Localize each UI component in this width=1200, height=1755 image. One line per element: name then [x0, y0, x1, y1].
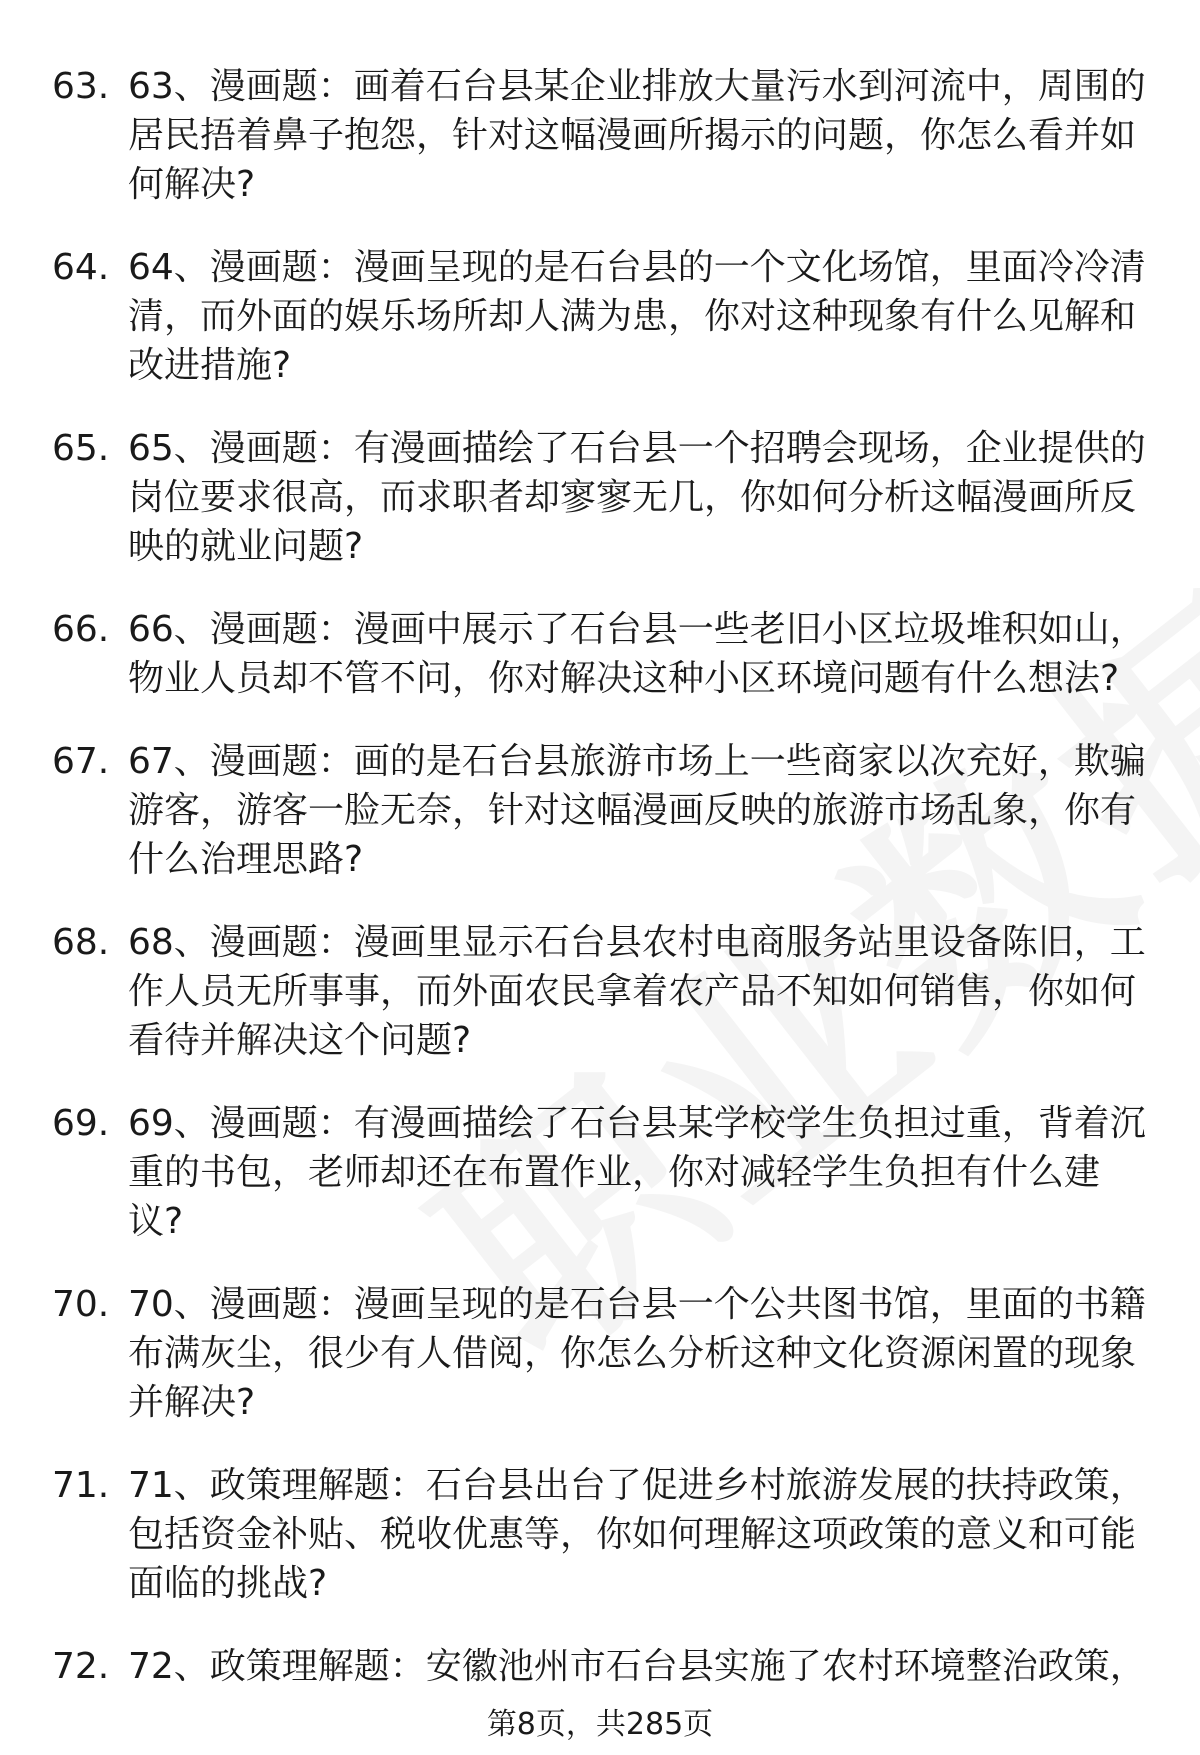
question-text: 70、漫画题：漫画呈现的是石台县一个公共图书馆，里面的书籍布满灰尘，很少有人借阅，你怎么分析这种文化资源闲置的现象并解决?: [128, 1284, 1146, 1423]
question-number: 71.: [52, 1465, 110, 1506]
question-number: 67.: [52, 741, 110, 782]
question-number: 65.: [52, 428, 110, 469]
question-item: [0, 1280, 1200, 1427]
page-footer: 第8页，共285页: [486, 1707, 714, 1742]
question-item: [0, 605, 1200, 703]
question-number: 63.: [52, 66, 110, 107]
question-item: [0, 737, 1200, 884]
question-number: 66.: [52, 609, 110, 650]
question-number: 72.: [52, 1646, 110, 1687]
question-text: 67、漫画题：画的是石台县旅游市场上一些商家以次充好，欺骗游客，游客一脸无奈，针对这幅漫画反映的旅游市场乱象，你有什么治理思路?: [128, 741, 1146, 880]
question-item: [0, 1461, 1200, 1608]
question-number: 64.: [52, 247, 110, 288]
question-item: [0, 1099, 1200, 1246]
question-text: 64、漫画题：漫画呈现的是石台县的一个文化场馆，里面冷冷清清，而外面的娱乐场所却人满为患，你对这种现象有什么见解和改进措施?: [128, 247, 1146, 386]
question-item: [0, 62, 1200, 209]
question-item: [0, 424, 1200, 571]
question-text: 69、漫画题：有漫画描绘了石台县某学校学生负担过重，背着沉重的书包，老师却还在布置作业，你对减轻学生负担有什么建议?: [128, 1103, 1146, 1242]
question-item: [0, 918, 1200, 1065]
question-number: 70.: [52, 1284, 110, 1325]
question-number: 68.: [52, 922, 110, 963]
question-list: [0, 62, 1200, 1725]
question-text: 66、漫画题：漫画中展示了石台县一些老旧小区垃圾堆积如山，物业人员却不管不问，你对解决这种小区环境问题有什么想法?: [128, 609, 1146, 699]
question-number: 69.: [52, 1103, 110, 1144]
question-text: 63、漫画题：画着石台县某企业排放大量污水到河流中，周围的居民捂着鼻子抱怨，针对这幅漫画所揭示的问题，你怎么看并如何解决?: [128, 66, 1146, 205]
question-item: [0, 1642, 1200, 1691]
question-text: 71、政策理解题：石台县出台了促进乡村旅游发展的扶持政策，包括资金补贴、税收优惠等，你如何理解这项政策的意义和可能面临的挑战?: [128, 1465, 1146, 1604]
question-text: 65、漫画题：有漫画描绘了石台县一个招聘会现场，企业提供的岗位要求很高，而求职者却寥寥无几，你如何分析这幅漫画所反映的就业问题?: [128, 428, 1146, 567]
question-text: 72、政策理解题：安徽池州市石台县实施了农村环境整治政策，: [128, 1646, 1146, 1687]
question-text: 68、漫画题：漫画里显示石台县农村电商服务站里设备陈旧，工作人员无所事事，而外面农民拿着农产品不知如何销售，你如何看待并解决这个问题?: [128, 922, 1146, 1061]
question-item: [0, 243, 1200, 390]
